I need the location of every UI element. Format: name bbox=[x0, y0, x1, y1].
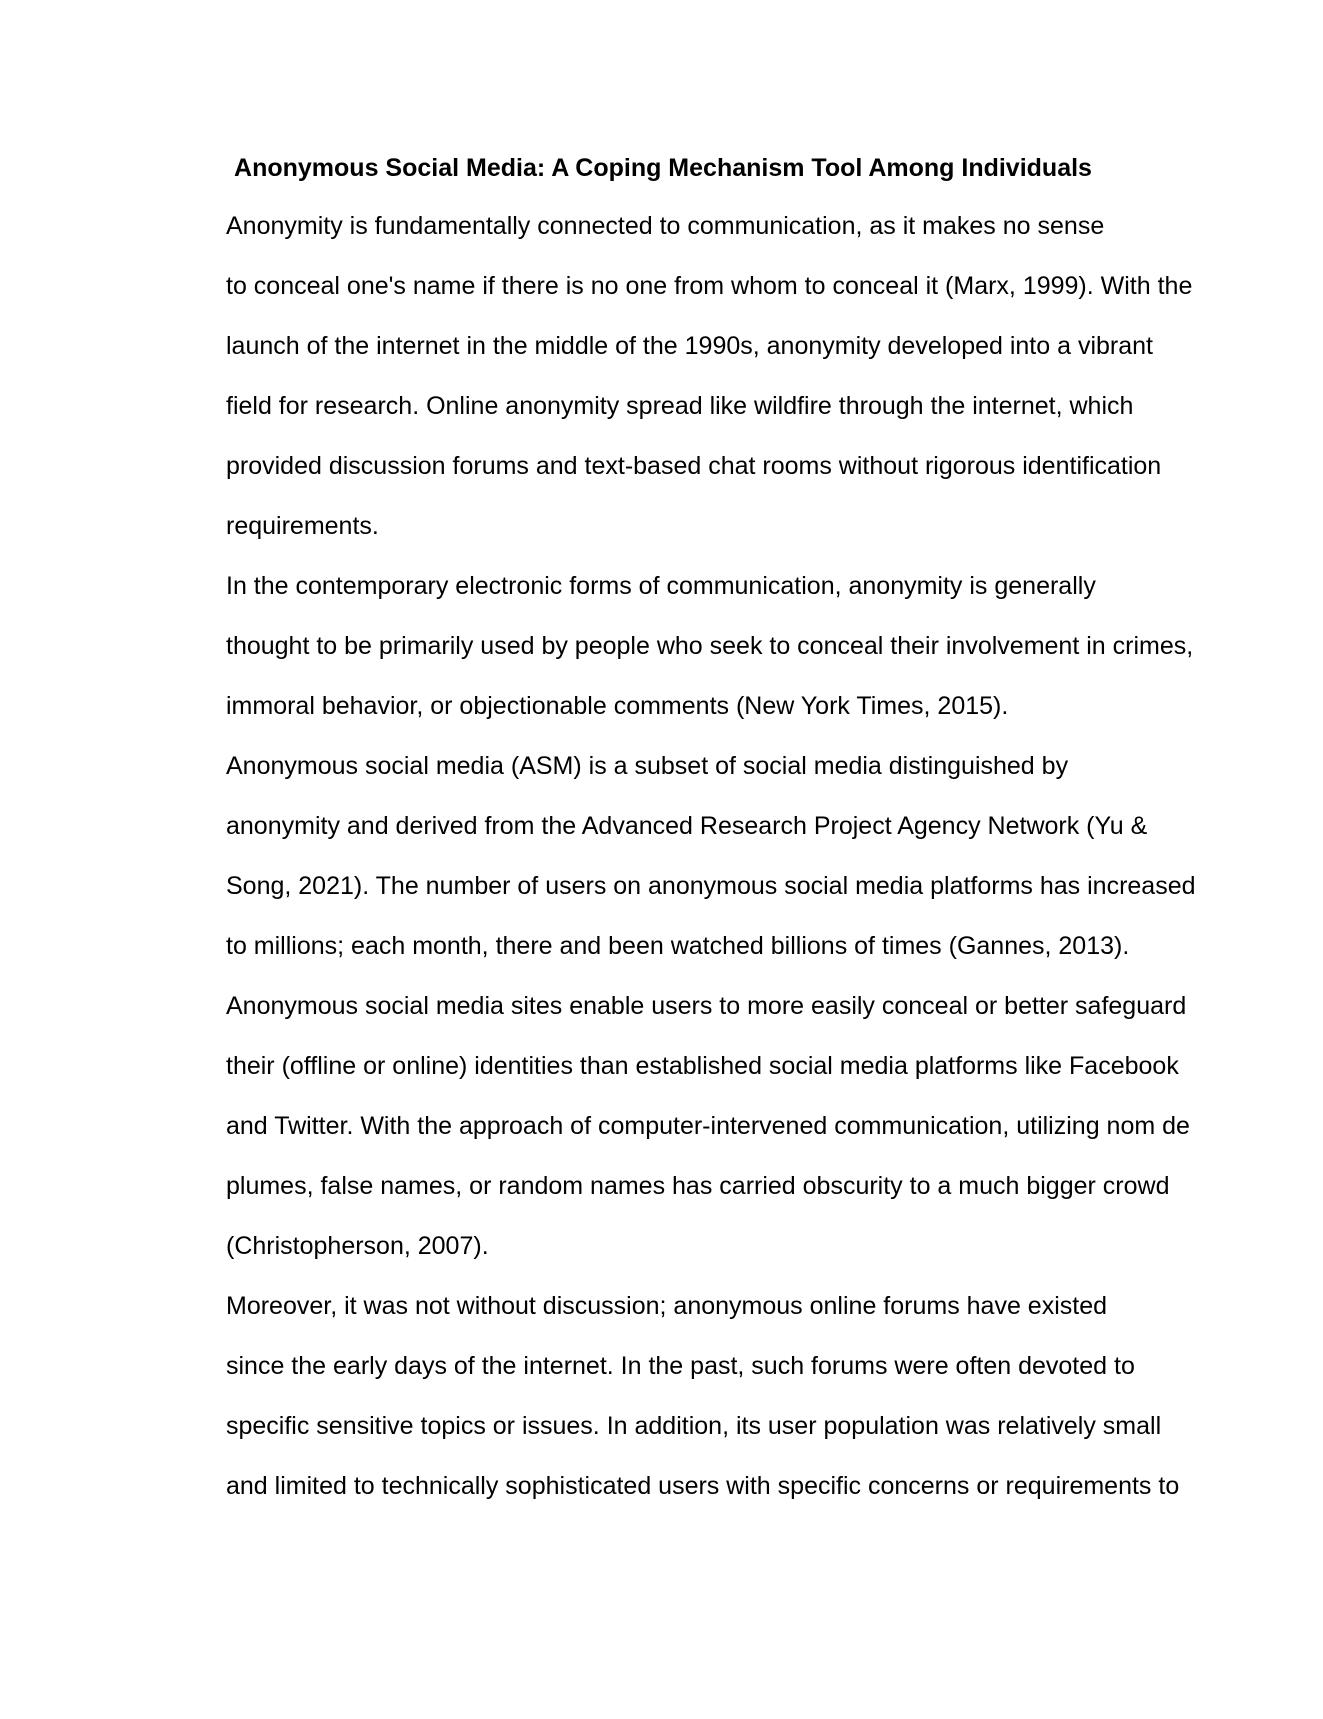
document-body bbox=[148, 148, 1196, 1516]
text-line: thought to be primarily used by people who seek to conceal their involvement in crimes, bbox=[226, 632, 1194, 660]
text-line: (Christopherson, 2007). bbox=[226, 1232, 489, 1260]
text-line: requirements. bbox=[226, 512, 379, 540]
text-line: Anonymous social media (ASM) is a subset of social media distinguished by bbox=[226, 752, 1069, 780]
text-line: provided discussion forums and text-based chat rooms without rigorous identification bbox=[226, 452, 1162, 480]
text-line: Anonymity is fundamentally connected to communication, as it makes no sense bbox=[226, 212, 1105, 240]
text-line: specific sensitive topics or issues. In addition, its user population was relatively small bbox=[226, 1412, 1162, 1440]
text-line: immoral behavior, or objectionable comments (New York Times, 2015). bbox=[226, 692, 1009, 720]
text-line: to millions; each month, there and been watched billions of times (Gannes, 2013). bbox=[226, 932, 1130, 960]
document-title: Anonymous Social Media: A Coping Mechanism Tool Among Individuals bbox=[234, 154, 1092, 182]
text-line: and limited to technically sophisticated users with specific concerns or requirements to bbox=[226, 1472, 1180, 1500]
text-line: to conceal one's name if there is no one from whom to conceal it (Marx, 1999). With the bbox=[226, 272, 1193, 300]
text-line: plumes, false names, or random names has carried obscurity to a much bigger crowd bbox=[226, 1172, 1170, 1200]
text-line: launch of the internet in the middle of the 1990s, anonymity developed into a vibrant bbox=[226, 332, 1153, 360]
text-line: anonymity and derived from the Advanced Research Project Agency Network (Yu & bbox=[226, 812, 1148, 840]
text-line: Anonymous social media sites enable users to more easily conceal or better safeguard bbox=[226, 992, 1187, 1020]
paragraph-3 bbox=[148, 736, 1196, 1276]
text-line: In the contemporary electronic forms of communication, anonymity is generally bbox=[226, 572, 1096, 600]
text-line: field for research. Online anonymity spread like wildfire through the internet, which bbox=[226, 392, 1134, 420]
text-line: since the early days of the internet. In the past, such forums were often devoted to bbox=[226, 1352, 1135, 1380]
text-line: their (offline or online) identities than established social media platforms like Facebook bbox=[226, 1052, 1179, 1080]
text-line: Song, 2021). The number of users on anonymous social media platforms has increased bbox=[226, 872, 1196, 900]
text-line: Moreover, it was not without discussion; anonymous online forums have existed bbox=[226, 1292, 1108, 1320]
text-line: and Twitter. With the approach of computer-intervened communication, utilizing nom de bbox=[226, 1112, 1190, 1140]
paragraph-2 bbox=[148, 556, 1194, 736]
paragraph-1 bbox=[148, 196, 1193, 556]
paragraph-4 bbox=[148, 1276, 1178, 1516]
